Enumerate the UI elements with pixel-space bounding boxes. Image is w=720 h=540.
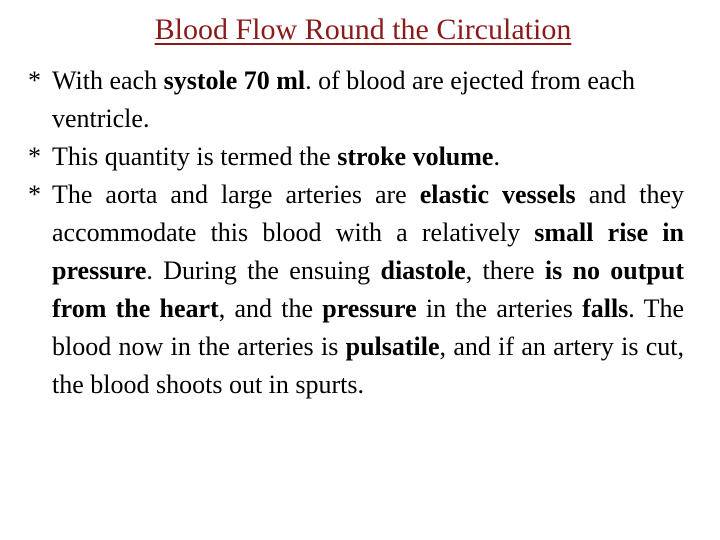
bold-term: systole 70 ml — [163, 66, 306, 95]
bold-term: pulsatile — [345, 332, 440, 361]
text-segment: This quantity is termed the — [52, 142, 338, 171]
bold-term: diastole — [380, 256, 466, 285]
bullet-item — [28, 138, 684, 176]
text-segment: , there — [465, 256, 545, 285]
bullet-marker: * — [28, 66, 41, 95]
bold-term: small rise in pressure — [52, 218, 684, 285]
bullet-item — [28, 62, 684, 138]
bullet-marker: * — [28, 180, 41, 209]
text-segment: . The blood now in the arteries is — [52, 294, 684, 361]
text-segment: , and if an artery is cut, the blood shoots out in spurts. — [52, 332, 684, 399]
text-segment: . — [493, 142, 500, 171]
bullet-list — [28, 62, 684, 404]
slide-title: Blood Flow Round the Circulation — [154, 13, 572, 46]
bullet-text — [52, 62, 684, 138]
text-segment: and they accommodate this blood with a relatively — [52, 180, 685, 247]
bullet-item — [28, 176, 684, 404]
text-segment: . of blood are ejected from each ventricle. — [52, 66, 636, 133]
text-segment: . During the ensuing — [146, 256, 381, 285]
text-segment: The aorta and large arteries are — [52, 180, 420, 209]
bold-term: stroke volume — [337, 142, 494, 171]
text-segment: , and the — [218, 294, 323, 323]
text-segment: With each — [52, 66, 164, 95]
bullet-marker: * — [28, 142, 41, 171]
bold-term: pressure — [322, 294, 417, 323]
bold-term: is no output from the heart — [52, 256, 685, 323]
bold-term: falls — [582, 294, 629, 323]
text-segment: in the arteries — [416, 294, 583, 323]
bold-term: elastic vessels — [419, 180, 576, 209]
bullet-text — [52, 176, 684, 404]
bullet-text — [52, 138, 684, 176]
